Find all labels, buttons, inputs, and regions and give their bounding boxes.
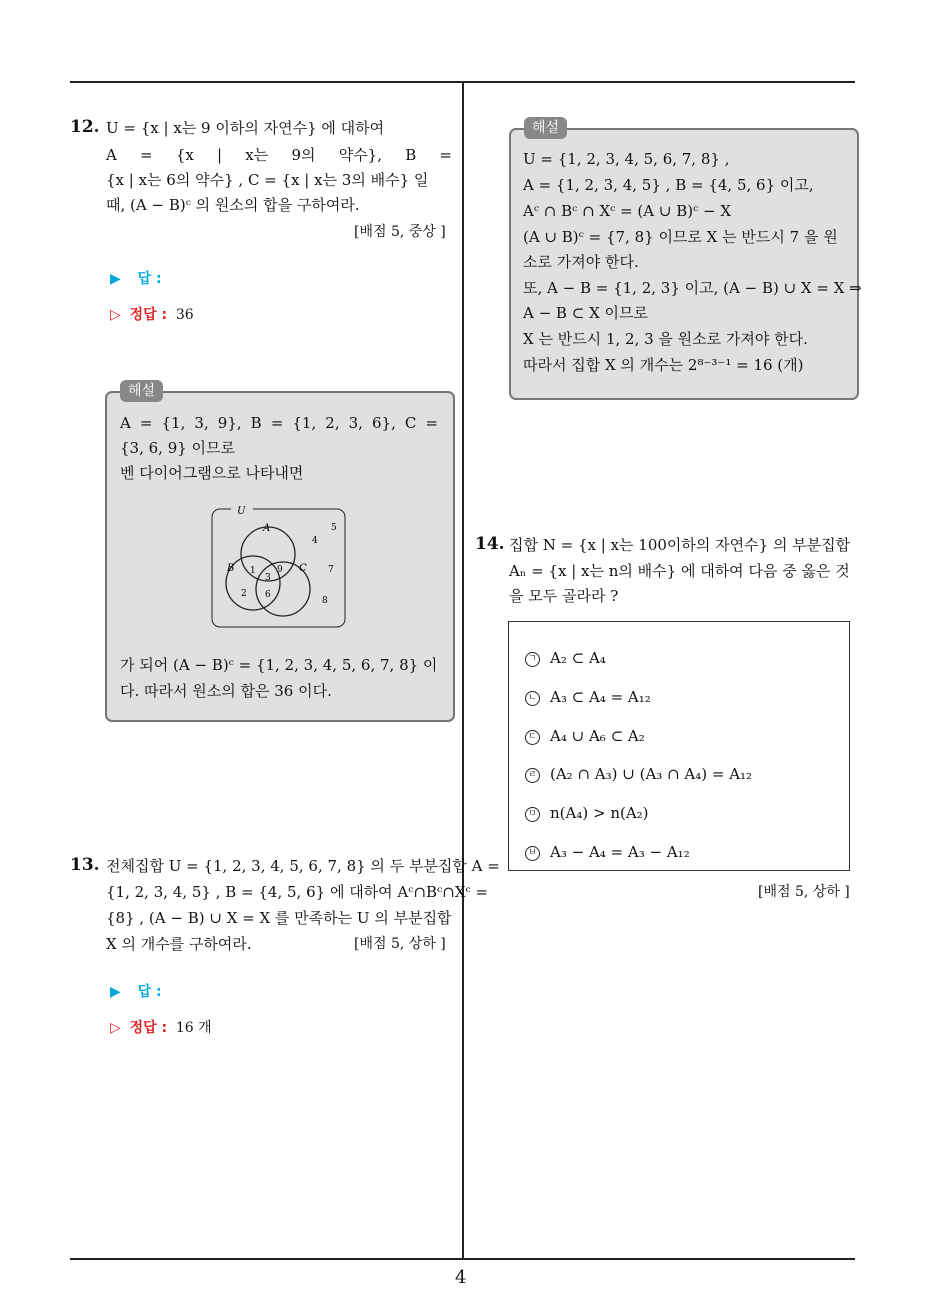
choice-mark-icon: ㄹ [525, 768, 540, 783]
q13-correct-row [110, 1017, 212, 1038]
q13-expl-line-1: U = {1, 2, 3, 4, 5, 6, 7, 8} , [523, 150, 730, 168]
q14-choice [525, 648, 606, 668]
column-divider [462, 82, 464, 1260]
venn-element: 8 [322, 596, 328, 606]
q12-expl-line-3: 벤 다이어그램으로 나타내면 [120, 464, 304, 482]
q13-expl-line-4: (A ∪ B)ᶜ = {7, 8} 이므로 X 는 반드시 7 을 원 [523, 228, 838, 246]
q13-expl-line-9: 따라서 집합 X 의 개수는 2⁸⁻³⁻¹ = 16 (개) [523, 356, 804, 374]
q13-expl-line-6: 또, A − B = {1, 2, 3} 이고, (A − B) ∪ X = X ⇒ [523, 279, 862, 297]
page-number: 4 [455, 1267, 467, 1288]
venn-label-c: C [299, 563, 307, 574]
q13-explanation-tag: 해설 [524, 117, 567, 139]
q14-line-1: 집합 N = {x | x는 100이하의 자연수} 의 부분집합 [509, 536, 851, 554]
answer-marker-icon: ▶ [110, 271, 121, 287]
q12-correct-row [110, 304, 194, 325]
choice-mark-icon: ㄴ [525, 691, 540, 706]
venn-element: 2 [241, 589, 247, 599]
q14-line-2: Aₙ = {x | x는 n의 배수} 에 대하여 다음 중 옳은 것 [509, 562, 850, 580]
q13-line-3: {8} , (A − B) ∪ X = X 를 만족하는 U 의 부분집합 [106, 909, 452, 927]
q14-choice-text: A₄ ∪ A₆ ⊂ A₂ [550, 727, 645, 745]
venn-element: 5 [331, 523, 337, 533]
q12-correct-label: 정답 : [129, 307, 168, 323]
venn-universe-label: U [237, 506, 246, 517]
q14-choice-text: A₃ ⊂ A₄ = A₁₂ [550, 688, 651, 706]
q12-explanation-tag: 해설 [120, 380, 163, 402]
q14-choice [525, 687, 651, 707]
q13-expl-line-5: 소로 가져야 한다. [523, 253, 639, 271]
choice-mark-icon: ㄷ [525, 730, 540, 745]
q12-answer-row [110, 268, 162, 289]
venn-diagram [205, 500, 350, 632]
q14-line-3: 을 모두 골라라 ? [509, 587, 619, 605]
q13-line-2: {1, 2, 3, 4, 5} , B = {4, 5, 6} 에 대하여 Aᶜ∩Bᶜ∩Xᶜ = [106, 883, 489, 901]
venn-element: 4 [312, 536, 318, 546]
venn-label-a: A [263, 523, 271, 534]
q14-choice [525, 726, 645, 746]
q12-answer-label: 답 : [137, 271, 162, 287]
q12-expl-line-2: {3, 6, 9} 이므로 [120, 439, 236, 457]
q14-choice-text: (A₂ ∩ A₃) ∪ (A₃ ∩ A₄) = A₁₂ [550, 765, 753, 783]
q13-number: 13. [70, 855, 100, 875]
q12-expl-line-5: 다. 따라서 원소의 합은 36 이다. [120, 682, 332, 700]
venn-label-b: B [227, 563, 235, 574]
q13-expl-line-8: X 는 반드시 1, 2, 3 을 원소로 가져야 한다. [523, 330, 808, 348]
q14-choice [525, 803, 649, 823]
q14-number: 14. [475, 534, 505, 554]
q12-line-3: {x | x는 6의 약수} , C = {x | x는 3의 배수} 일 [106, 171, 429, 189]
q13-answer-row [110, 981, 162, 1002]
q13-line-1: 전체집합 U = {1, 2, 3, 4, 5, 6, 7, 8} 의 두 부분집합 A = [106, 857, 500, 875]
answer-marker-icon: ▶ [110, 984, 121, 1000]
correct-marker-icon: ▷ [110, 307, 121, 323]
q14-score: [배점 5, 상하 ] [758, 884, 850, 900]
q12-line-1: U = {x | x는 9 이하의 자연수} 에 대하여 [106, 119, 385, 137]
q14-choice-text: A₃ − A₄ = A₃ − A₁₂ [550, 843, 690, 861]
q12-line-4: 때, (A − B)ᶜ 의 원소의 합을 구하여라. [106, 196, 360, 214]
q14-choice [525, 842, 690, 862]
q13-expl-line-7: A − B ⊂ X 이므로 [523, 304, 648, 322]
q14-choice-text: A₂ ⊂ A₄ [550, 649, 606, 667]
q13-score: [배점 5, 상하 ] [354, 936, 446, 952]
choice-mark-icon: ㅁ [525, 807, 540, 822]
q13-correct-value: 16 개 [175, 1020, 212, 1036]
venn-element: 1 [250, 566, 256, 576]
venn-element: 3 [265, 573, 271, 583]
correct-marker-icon: ▷ [110, 1020, 121, 1036]
q12-number: 12. [70, 117, 100, 137]
q14-choice [525, 764, 752, 784]
q13-line-4: X 의 개수를 구하여라. [106, 935, 252, 953]
bottom-rule [70, 1258, 855, 1260]
venn-element: 9 [277, 565, 283, 575]
q13-correct-label: 정답 : [129, 1020, 168, 1036]
q13-expl-line-3: Aᶜ ∩ Bᶜ ∩ Xᶜ = (A ∪ B)ᶜ − X [523, 202, 732, 220]
q12-score: [배점 5, 중상 ] [354, 224, 446, 240]
q12-line-2: A = {x | x는 9의 약수}, B = [106, 146, 452, 164]
q12-expl-line-1: A = {1, 3, 9}, B = {1, 2, 3, 6}, C = [120, 414, 438, 432]
choice-mark-icon: ㅂ [525, 846, 540, 861]
choice-mark-icon: ㄱ [525, 652, 540, 667]
q14-choice-text: n(A₄) > n(A₂) [550, 804, 649, 822]
venn-element: 6 [265, 590, 271, 600]
q13-answer-label: 답 : [137, 984, 162, 1000]
q12-correct-value: 36 [175, 307, 194, 323]
q12-expl-line-4: 가 되어 (A − B)ᶜ = {1, 2, 3, 4, 5, 6, 7, 8} 이 [120, 656, 438, 674]
q13-expl-line-2: A = {1, 2, 3, 4, 5} , B = {4, 5, 6} 이고, [523, 176, 814, 194]
venn-element: 7 [328, 565, 334, 575]
